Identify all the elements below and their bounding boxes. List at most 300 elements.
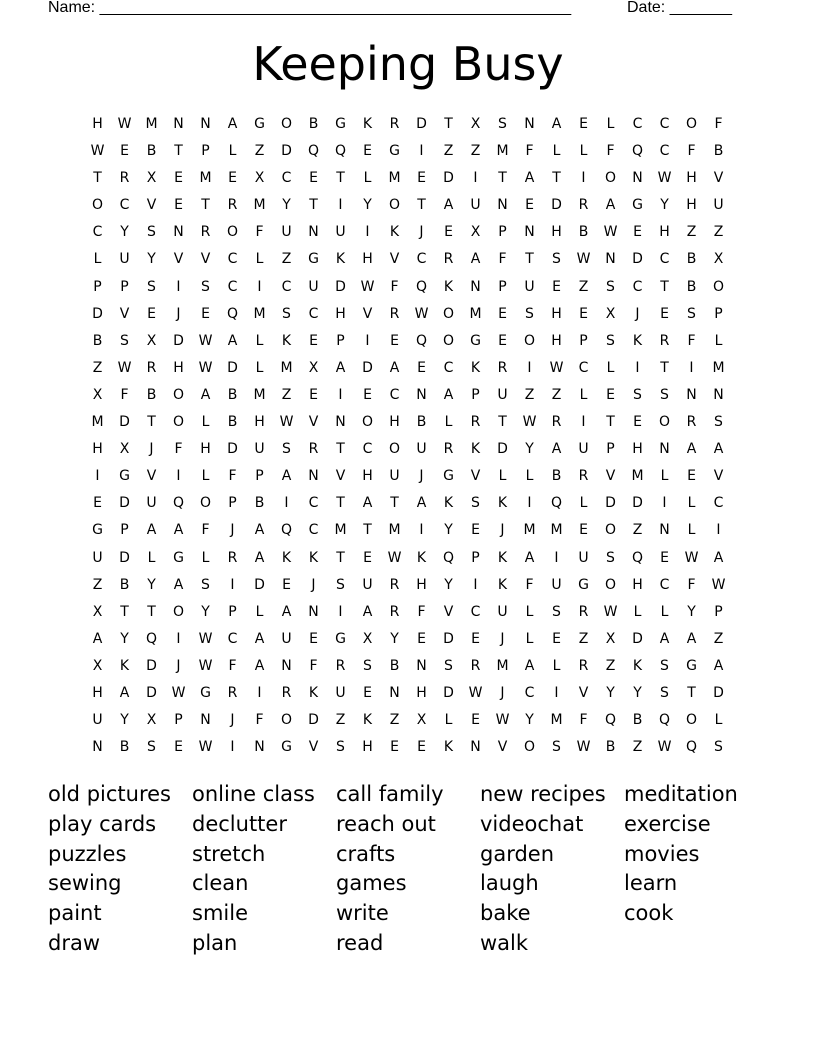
grid-letter[interactable]: D <box>335 278 346 295</box>
grid-letter[interactable]: P <box>471 386 480 403</box>
grid-letter[interactable]: S <box>282 305 291 322</box>
grid-letter[interactable]: W <box>414 305 429 322</box>
grid-letter[interactable]: A <box>713 549 724 566</box>
grid-letter[interactable]: Y <box>390 630 399 647</box>
grid-letter[interactable]: K <box>335 251 346 268</box>
grid-letter[interactable]: P <box>120 278 129 295</box>
grid-letter[interactable]: K <box>443 495 454 512</box>
grid-letter[interactable]: N <box>308 224 319 241</box>
grid-letter[interactable]: Y <box>147 251 156 268</box>
grid-letter[interactable]: S <box>201 576 210 593</box>
grid-letter[interactable]: O <box>172 603 185 620</box>
grid-letter[interactable]: N <box>686 386 697 403</box>
grid-letter[interactable]: I <box>527 359 532 376</box>
grid-letter[interactable]: J <box>500 522 505 539</box>
grid-letter[interactable]: O <box>388 197 401 214</box>
grid-letter[interactable]: T <box>390 495 399 512</box>
grid-letter[interactable]: Y <box>120 630 129 647</box>
grid-letter[interactable]: I <box>473 576 478 593</box>
grid-letter[interactable]: A <box>389 359 400 376</box>
grid-letter[interactable]: V <box>362 305 373 322</box>
grid-letter[interactable]: J <box>311 576 316 593</box>
grid-letter[interactable]: F <box>228 657 237 674</box>
grid-letter[interactable]: T <box>444 116 453 132</box>
grid-letter[interactable]: A <box>254 630 265 647</box>
grid-letter[interactable]: A <box>335 359 346 376</box>
grid-letter[interactable]: X <box>92 386 103 403</box>
grid-letter[interactable]: Y <box>120 224 129 241</box>
grid-letter[interactable]: P <box>120 522 129 539</box>
grid-letter[interactable]: L <box>228 143 237 160</box>
grid-letter[interactable]: Y <box>147 576 156 593</box>
grid-letter[interactable]: I <box>581 170 586 187</box>
grid-letter[interactable]: A <box>443 386 454 403</box>
grid-letter[interactable]: D <box>281 143 292 160</box>
grid-letter[interactable]: V <box>335 468 346 485</box>
grid-letter[interactable]: G <box>335 116 346 132</box>
grid-letter[interactable]: R <box>200 224 211 241</box>
grid-letter[interactable]: T <box>147 603 156 620</box>
grid-letter[interactable]: W <box>468 684 483 701</box>
grid-letter[interactable]: L <box>525 630 534 647</box>
grid-letter[interactable]: E <box>633 414 642 431</box>
grid-letter[interactable]: N <box>470 739 481 756</box>
grid-letter[interactable]: J <box>500 684 505 701</box>
grid-letter[interactable]: P <box>714 603 723 620</box>
grid-letter[interactable]: S <box>660 386 669 403</box>
grid-letter[interactable]: T <box>660 359 669 376</box>
grid-letter[interactable]: D <box>416 116 427 132</box>
grid-letter[interactable]: U <box>389 468 400 485</box>
grid-letter[interactable]: F <box>714 116 723 132</box>
grid-letter[interactable]: A <box>173 522 184 539</box>
grid-letter[interactable]: I <box>554 549 559 566</box>
grid-letter[interactable]: W <box>576 251 591 268</box>
grid-letter[interactable]: L <box>579 386 588 403</box>
grid-letter[interactable]: H <box>92 116 103 132</box>
grid-letter[interactable]: A <box>524 549 535 566</box>
grid-letter[interactable]: T <box>498 414 507 431</box>
grid-letter[interactable]: H <box>551 332 562 349</box>
grid-letter[interactable]: W <box>576 739 591 756</box>
grid-letter[interactable]: Q <box>226 305 239 322</box>
grid-letter[interactable]: F <box>417 603 426 620</box>
grid-letter[interactable]: S <box>552 251 561 268</box>
grid-letter[interactable]: R <box>470 414 481 431</box>
grid-letter[interactable]: P <box>498 224 507 241</box>
grid-letter[interactable]: Y <box>363 197 372 214</box>
grid-letter[interactable]: C <box>281 278 292 295</box>
grid-letter[interactable]: X <box>119 441 130 458</box>
grid-letter[interactable]: K <box>443 278 454 295</box>
grid-letter[interactable]: I <box>473 170 478 187</box>
grid-letter[interactable]: F <box>525 576 534 593</box>
grid-letter[interactable]: S <box>147 739 156 756</box>
grid-letter[interactable]: I <box>689 359 694 376</box>
grid-letter[interactable]: D <box>227 359 238 376</box>
grid-letter[interactable]: P <box>471 549 480 566</box>
grid-letter[interactable]: S <box>660 657 669 674</box>
grid-letter[interactable]: W <box>603 224 618 241</box>
grid-letter[interactable]: E <box>498 305 507 322</box>
grid-letter[interactable]: N <box>632 170 643 187</box>
grid-letter[interactable]: C <box>308 305 319 322</box>
grid-letter[interactable]: A <box>254 549 265 566</box>
grid-letter[interactable]: B <box>146 386 157 403</box>
grid-letter[interactable]: N <box>605 251 616 268</box>
grid-letter[interactable]: L <box>201 549 210 566</box>
grid-letter[interactable]: O <box>199 495 212 512</box>
grid-letter[interactable]: W <box>360 278 375 295</box>
grid-letter[interactable]: I <box>527 495 532 512</box>
grid-letter[interactable]: Z <box>389 712 400 729</box>
grid-letter[interactable]: H <box>254 414 265 431</box>
grid-letter[interactable]: A <box>281 468 292 485</box>
grid-letter[interactable]: E <box>417 630 426 647</box>
grid-letter[interactable]: U <box>524 278 535 295</box>
grid-letter[interactable]: T <box>336 441 345 458</box>
grid-letter[interactable]: D <box>551 197 562 214</box>
grid-letter[interactable]: C <box>632 278 643 295</box>
grid-letter[interactable]: W <box>387 549 402 566</box>
grid-letter[interactable]: E <box>390 332 399 349</box>
grid-letter[interactable]: I <box>419 522 424 539</box>
grid-letter[interactable]: M <box>253 197 266 214</box>
grid-letter[interactable]: N <box>659 441 670 458</box>
grid-letter[interactable]: K <box>389 224 400 241</box>
grid-letter[interactable]: K <box>497 495 508 512</box>
grid-letter[interactable]: U <box>578 441 589 458</box>
grid-letter[interactable]: N <box>335 414 346 431</box>
grid-letter[interactable]: M <box>199 170 212 187</box>
grid-letter[interactable]: H <box>362 251 373 268</box>
grid-letter[interactable]: H <box>335 305 346 322</box>
grid-letter[interactable]: J <box>419 468 424 485</box>
grid-letter[interactable]: N <box>254 739 265 756</box>
grid-letter[interactable]: U <box>146 495 157 512</box>
grid-letter[interactable]: E <box>174 739 183 756</box>
grid-letter[interactable]: H <box>686 170 697 187</box>
grid-letter[interactable]: N <box>173 116 184 132</box>
grid-letter[interactable]: U <box>335 684 346 701</box>
grid-letter[interactable]: O <box>442 305 455 322</box>
grid-letter[interactable]: L <box>363 170 372 187</box>
grid-letter[interactable]: M <box>631 468 644 485</box>
grid-letter[interactable]: C <box>659 576 670 593</box>
grid-letter[interactable]: H <box>92 441 103 458</box>
grid-letter[interactable]: U <box>551 576 562 593</box>
grid-letter[interactable]: J <box>635 305 640 322</box>
grid-letter[interactable]: L <box>444 414 453 431</box>
grid-letter[interactable]: A <box>173 576 184 593</box>
grid-letter[interactable]: X <box>713 251 724 268</box>
grid-letter[interactable]: B <box>119 576 130 593</box>
grid-letter[interactable]: X <box>605 305 616 322</box>
grid-letter[interactable]: L <box>660 468 669 485</box>
grid-letter[interactable]: W <box>603 603 618 620</box>
grid-letter[interactable]: E <box>228 170 237 187</box>
grid-letter[interactable]: Q <box>415 332 428 349</box>
grid-letter[interactable]: E <box>417 739 426 756</box>
grid-letter[interactable]: H <box>416 576 427 593</box>
grid-letter[interactable]: D <box>713 684 724 701</box>
grid-letter[interactable]: R <box>389 576 400 593</box>
grid-letter[interactable]: N <box>713 386 724 403</box>
grid-letter[interactable]: D <box>362 359 373 376</box>
grid-letter[interactable]: A <box>713 441 724 458</box>
grid-letter[interactable]: F <box>687 332 696 349</box>
grid-letter[interactable]: Z <box>92 359 103 376</box>
grid-letter[interactable]: K <box>281 549 292 566</box>
grid-letter[interactable]: L <box>525 603 534 620</box>
grid-letter[interactable]: K <box>470 359 481 376</box>
grid-letter[interactable]: D <box>308 712 319 729</box>
grid-letter[interactable]: D <box>605 495 616 512</box>
grid-letter[interactable]: S <box>120 332 129 349</box>
grid-letter[interactable]: A <box>524 170 535 187</box>
grid-letter[interactable]: Z <box>443 143 454 160</box>
grid-letter[interactable]: R <box>659 332 670 349</box>
grid-letter[interactable]: B <box>92 332 103 349</box>
grid-letter[interactable]: L <box>660 603 669 620</box>
grid-letter[interactable]: I <box>662 495 667 512</box>
grid-letter[interactable]: C <box>443 359 454 376</box>
grid-letter[interactable]: I <box>554 684 559 701</box>
grid-letter[interactable]: O <box>280 712 293 729</box>
grid-letter[interactable]: E <box>471 712 480 729</box>
grid-letter[interactable]: Q <box>442 549 455 566</box>
grid-letter[interactable]: P <box>255 468 264 485</box>
grid-letter[interactable]: I <box>365 224 370 241</box>
grid-letter[interactable]: V <box>713 170 724 187</box>
grid-letter[interactable]: X <box>308 359 319 376</box>
grid-letter[interactable]: P <box>714 305 723 322</box>
grid-letter[interactable]: L <box>201 468 210 485</box>
grid-letter[interactable]: U <box>578 549 589 566</box>
grid-letter[interactable]: A <box>281 603 292 620</box>
grid-letter[interactable]: K <box>497 576 508 593</box>
grid-letter[interactable]: D <box>254 576 265 593</box>
grid-letter[interactable]: N <box>524 224 535 241</box>
grid-letter[interactable]: V <box>308 414 319 431</box>
grid-letter[interactable]: W <box>198 739 213 756</box>
grid-letter[interactable]: C <box>470 603 481 620</box>
grid-letter[interactable]: F <box>255 224 264 241</box>
grid-letter[interactable]: U <box>713 197 724 214</box>
grid-letter[interactable]: N <box>524 116 535 132</box>
grid-letter[interactable]: C <box>308 522 319 539</box>
grid-letter[interactable]: K <box>443 739 454 756</box>
grid-letter[interactable]: N <box>281 657 292 674</box>
grid-letter[interactable]: O <box>280 116 293 132</box>
grid-letter[interactable]: V <box>146 468 157 485</box>
grid-letter[interactable]: W <box>657 170 672 187</box>
grid-letter[interactable]: W <box>171 684 186 701</box>
grid-letter[interactable]: X <box>146 332 157 349</box>
grid-letter[interactable]: B <box>578 224 589 241</box>
grid-letter[interactable]: R <box>227 549 238 566</box>
grid-letter[interactable]: B <box>416 414 427 431</box>
grid-letter[interactable]: R <box>389 603 400 620</box>
grid-letter[interactable]: K <box>497 549 508 566</box>
grid-letter[interactable]: S <box>552 739 561 756</box>
grid-letter[interactable]: D <box>146 684 157 701</box>
grid-letter[interactable]: D <box>92 305 103 322</box>
grid-letter[interactable]: O <box>172 386 185 403</box>
grid-letter[interactable]: N <box>659 522 670 539</box>
grid-letter[interactable]: K <box>632 657 643 674</box>
grid-letter[interactable]: I <box>365 332 370 349</box>
grid-letter[interactable]: W <box>711 576 726 593</box>
grid-letter[interactable]: K <box>308 549 319 566</box>
grid-letter[interactable]: M <box>712 359 725 376</box>
grid-letter[interactable]: T <box>309 197 318 214</box>
grid-letter[interactable]: H <box>362 739 373 756</box>
grid-letter[interactable]: L <box>687 495 696 512</box>
grid-letter[interactable]: Z <box>605 657 616 674</box>
grid-letter[interactable]: I <box>284 495 289 512</box>
grid-letter[interactable]: W <box>495 712 510 729</box>
grid-letter[interactable]: H <box>659 224 670 241</box>
grid-letter[interactable]: C <box>227 251 238 268</box>
grid-letter[interactable]: I <box>230 576 235 593</box>
grid-letter[interactable]: S <box>147 224 156 241</box>
grid-letter[interactable]: D <box>443 170 454 187</box>
grid-letter[interactable]: C <box>524 684 535 701</box>
grid-letter[interactable]: O <box>226 224 239 241</box>
grid-letter[interactable]: G <box>578 576 589 593</box>
grid-letter[interactable]: R <box>227 684 238 701</box>
grid-letter[interactable]: S <box>606 549 615 566</box>
grid-letter[interactable]: A <box>443 197 454 214</box>
grid-letter[interactable]: I <box>230 739 235 756</box>
grid-letter[interactable]: W <box>198 630 213 647</box>
grid-letter[interactable]: G <box>308 251 319 268</box>
grid-letter[interactable]: Z <box>551 386 562 403</box>
grid-letter[interactable]: P <box>606 441 615 458</box>
grid-letter[interactable]: Y <box>120 712 129 729</box>
grid-letter[interactable]: I <box>176 468 181 485</box>
grid-letter[interactable]: F <box>228 468 237 485</box>
grid-letter[interactable]: L <box>579 495 588 512</box>
grid-letter[interactable]: I <box>635 359 640 376</box>
grid-letter[interactable]: B <box>605 739 616 756</box>
grid-letter[interactable]: G <box>200 684 211 701</box>
grid-letter[interactable]: M <box>334 522 347 539</box>
grid-letter[interactable]: O <box>442 332 455 349</box>
grid-letter[interactable]: T <box>174 143 183 160</box>
grid-letter[interactable]: H <box>92 684 103 701</box>
grid-letter[interactable]: T <box>336 549 345 566</box>
grid-letter[interactable]: M <box>523 522 536 539</box>
grid-letter[interactable]: P <box>201 143 210 160</box>
grid-letter[interactable]: Z <box>713 630 724 647</box>
grid-letter[interactable]: N <box>308 603 319 620</box>
grid-letter[interactable]: X <box>362 630 373 647</box>
grid-letter[interactable]: G <box>173 549 184 566</box>
grid-letter[interactable]: W <box>198 359 213 376</box>
grid-letter[interactable]: T <box>552 170 561 187</box>
grid-letter[interactable]: A <box>119 684 130 701</box>
grid-letter[interactable]: U <box>119 251 130 268</box>
grid-letter[interactable]: J <box>230 712 235 729</box>
grid-letter[interactable]: X <box>605 630 616 647</box>
grid-letter[interactable]: S <box>714 414 723 431</box>
grid-letter[interactable]: Q <box>685 739 698 756</box>
grid-letter[interactable]: R <box>578 468 589 485</box>
grid-letter[interactable]: H <box>200 441 211 458</box>
grid-letter[interactable]: S <box>660 684 669 701</box>
grid-letter[interactable]: U <box>92 549 103 566</box>
grid-letter[interactable]: B <box>146 143 157 160</box>
grid-letter[interactable]: S <box>606 278 615 295</box>
grid-letter[interactable]: L <box>255 251 264 268</box>
grid-letter[interactable]: G <box>92 522 103 539</box>
grid-letter[interactable]: A <box>146 522 157 539</box>
grid-letter[interactable]: M <box>550 712 563 729</box>
grid-letter[interactable]: E <box>309 332 318 349</box>
grid-letter[interactable]: M <box>280 359 293 376</box>
grid-letter[interactable]: Z <box>578 630 589 647</box>
grid-letter[interactable]: K <box>416 549 427 566</box>
grid-letter[interactable]: D <box>227 441 238 458</box>
grid-letter[interactable]: S <box>336 576 345 593</box>
grid-letter[interactable]: B <box>551 468 562 485</box>
grid-letter[interactable]: Q <box>334 143 347 160</box>
grid-letter[interactable]: V <box>713 468 724 485</box>
grid-letter[interactable]: M <box>388 522 401 539</box>
grid-letter[interactable]: U <box>92 712 103 729</box>
grid-letter[interactable]: T <box>201 197 210 214</box>
grid-letter[interactable]: Z <box>632 739 643 756</box>
grid-letter[interactable]: W <box>279 414 294 431</box>
grid-letter[interactable]: W <box>684 549 699 566</box>
grid-letter[interactable]: F <box>687 143 696 160</box>
grid-letter[interactable]: C <box>227 278 238 295</box>
grid-letter[interactable]: V <box>578 684 589 701</box>
grid-letter[interactable]: H <box>632 441 643 458</box>
grid-letter[interactable]: E <box>444 224 453 241</box>
grid-letter[interactable]: O <box>685 712 698 729</box>
grid-letter[interactable]: Y <box>201 603 210 620</box>
grid-letter[interactable]: E <box>579 116 588 132</box>
grid-letter[interactable]: O <box>388 441 401 458</box>
grid-letter[interactable]: P <box>498 278 507 295</box>
grid-letter[interactable]: L <box>147 549 156 566</box>
grid-letter[interactable]: K <box>632 332 643 349</box>
grid-letter[interactable]: A <box>659 630 670 647</box>
grid-letter[interactable]: A <box>254 657 265 674</box>
grid-letter[interactable]: C <box>281 170 292 187</box>
grid-letter[interactable]: I <box>176 630 181 647</box>
grid-letter[interactable]: L <box>552 143 561 160</box>
grid-letter[interactable]: Y <box>606 684 615 701</box>
grid-letter[interactable]: U <box>281 224 292 241</box>
grid-letter[interactable]: G <box>335 630 346 647</box>
grid-letter[interactable]: P <box>579 332 588 349</box>
grid-letter[interactable]: X <box>92 657 103 674</box>
grid-letter[interactable]: L <box>606 359 615 376</box>
grid-letter[interactable]: O <box>361 414 374 431</box>
grid-letter[interactable]: R <box>227 197 238 214</box>
grid-letter[interactable]: D <box>146 657 157 674</box>
grid-letter[interactable]: Q <box>658 712 671 729</box>
grid-letter[interactable]: O <box>685 116 698 132</box>
grid-letter[interactable]: T <box>336 170 345 187</box>
grid-letter[interactable]: U <box>254 441 265 458</box>
grid-letter[interactable]: C <box>92 224 103 241</box>
grid-letter[interactable]: E <box>471 522 480 539</box>
